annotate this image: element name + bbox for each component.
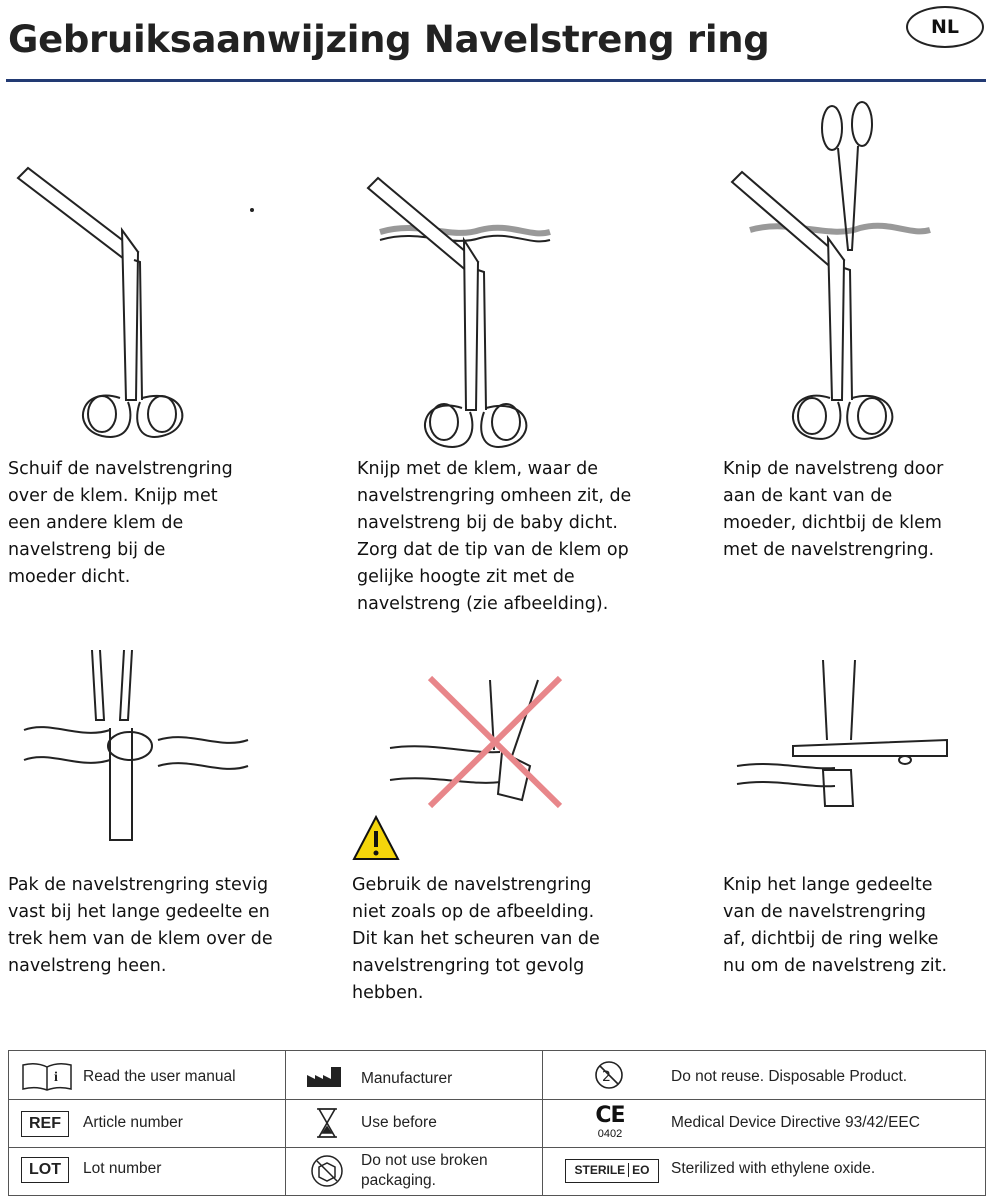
clamp-icon [823,660,855,740]
cord-icon [737,764,835,786]
clamp-icon [18,168,182,437]
scissors-icon [793,740,947,764]
step-6-caption: Knip het lange gedeelte van de navelstrengring af, dichtbij de ring welke nu om de navelstreng zit. [723,875,948,976]
clamp-icon [732,172,892,439]
legend-label-manufacturer: Manufacturer [361,1070,453,1087]
read-manual-icon [21,1061,73,1091]
page-title: Gebruiksaanwijzing Navelstreng ring [8,18,770,61]
ring-icon [823,770,853,806]
step-1-caption: Schuif de navelstrengring over de klem. Knijp met een andere klem de navelstreng bij de moeder dicht. [8,459,233,587]
legend-label-article: Article number [83,1114,183,1131]
step-2-caption: Knijp met de klem, waar de navelstrengring omheen zit, de navelstreng bij de baby dicht. Zorg dat de tip van de klem op gelijke hoogte zit met de navelstreng (zie afbeelding). [357,459,632,614]
legend-label-sterilized: Sterilized with ethylene oxide. [671,1160,876,1177]
cord-icon [380,228,550,242]
cross-icon [430,678,560,806]
hourglass-icon [315,1107,339,1139]
clamp-icon [92,650,132,720]
svg-text:2: 2 [602,1069,611,1085]
legend-label-manual: Read the user manual [83,1068,236,1085]
symbols-legend [8,1050,986,1196]
svg-text:i: i [54,1070,58,1085]
ring-icon [108,728,152,840]
sterile-text: STERILE [574,1163,626,1177]
step-5-illustration [390,670,580,860]
legend-label-do-not-reuse: Do not reuse. Disposable Product. [671,1068,908,1085]
manufacturer-icon [305,1065,349,1089]
step-4-illustration [20,650,250,850]
step-4-caption: Pak de navelstrengring stevig vast bij het lange gedeelte en trek hem van de klem over de navelstreng heen. [8,875,273,976]
step-2-illustration [360,170,560,460]
step-3-caption: Knip de navelstreng door aan de kant van de moeder, dichtbij de klem met de navelstrengring. [723,459,944,560]
lot-icon: LOT [21,1157,69,1183]
do-not-reuse-icon [593,1059,625,1091]
legend-label-broken-package: Do not use broken packaging. [361,1152,488,1189]
step-3-illustration [720,100,940,450]
language-badge: NL [906,6,984,48]
sterile-eo-icon [565,1159,659,1183]
step-5-caption: Gebruik de navelstrengring niet zoals op de afbeelding. Dit kan het scheuren van de navelstrengring tot gevolg hebben. [352,875,600,1003]
ce-mark-number: 0402 [597,1128,623,1140]
broken-package-icon [309,1153,345,1189]
legend-label-use-before: Use before [361,1114,437,1131]
ce-mark-icon [587,1105,633,1145]
warning-icon [352,815,400,861]
legend-label-lot: Lot number [83,1160,162,1177]
cord-icon [750,226,930,232]
header-rule [6,79,986,82]
legend-label-mdd: Medical Device Directive 93/42/EEC [671,1114,920,1131]
ref-icon: REF [21,1111,69,1137]
eo-text: EO [628,1163,649,1177]
step-1-illustration [10,160,210,450]
ce-mark-text: CE [595,1103,625,1128]
step-6-illustration [735,660,950,820]
clamp-icon [368,178,526,447]
